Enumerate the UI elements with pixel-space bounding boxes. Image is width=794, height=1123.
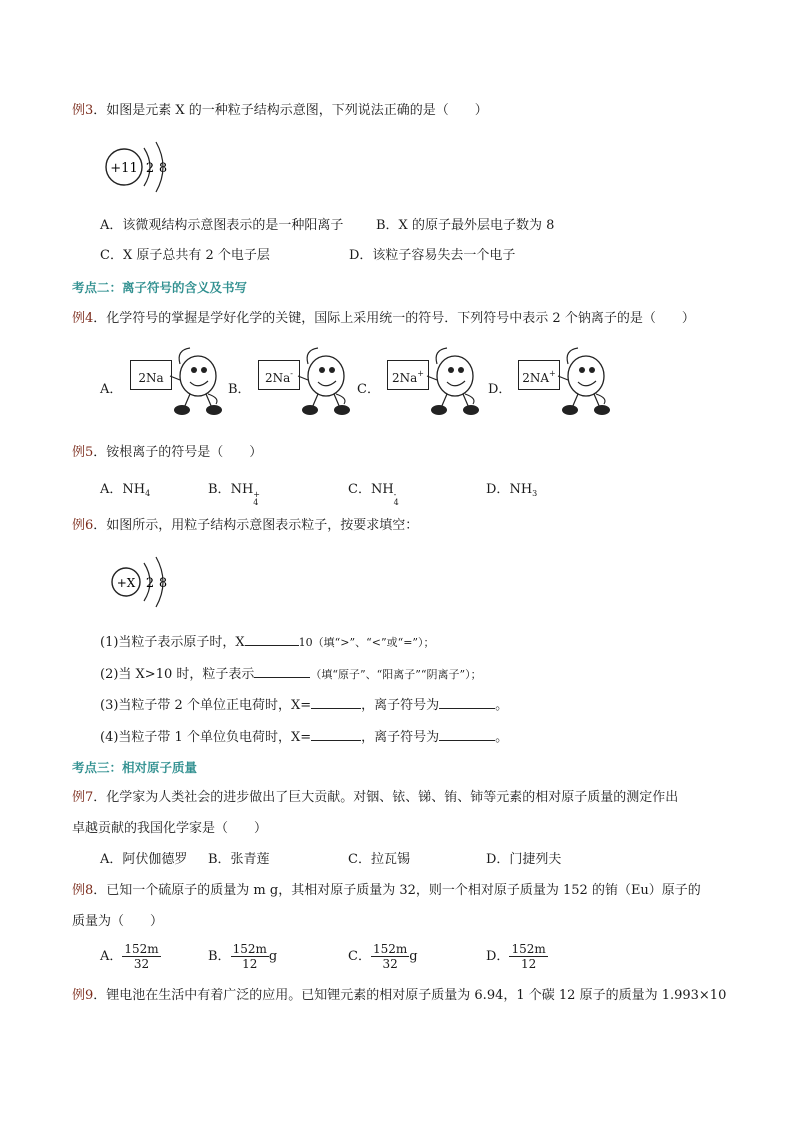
ex8-line-1: 例8．已知一个硫原子的质量为 m g，其相对原子质量为 32，则一个相对原子质量为 152 的铕（Eu）原子的: [72, 883, 701, 898]
ex8-option-a: A． $\frac{152m}{32}$: [100, 942, 159, 971]
ex7-option-d: D．门捷列夫: [486, 852, 562, 867]
ex4-number: 例4: [72, 311, 94, 326]
ex7-line-1: 例7．化学家为人类社会的进步做出了巨大贡献。对铟、铱、锑、铕、铈等元素的相对原子质量的测定作出: [72, 790, 679, 805]
ex3-question-text: ．如图是元素 X 的一种粒子结构示意图，下列说法正确的是（ ）: [93, 103, 488, 118]
cartoon-figure-icon: [168, 346, 226, 418]
ex4-option-letter: B．: [228, 382, 251, 397]
ex3-number: 例3: [72, 103, 94, 118]
ex4-option-letter: A．: [100, 382, 123, 397]
ex7-option-b: B．张青莲: [208, 852, 270, 867]
ex7-option-a: A．阿伏伽德罗: [100, 852, 188, 867]
ex4-sign-card: 2Na-: [258, 360, 300, 390]
ex6-q2: (2)当 X>10 时，粒子表示 （填“原子”、“阳离子”“阴离子”）；: [100, 664, 482, 684]
ex3-option-b: B．X 的原子最外层电子数为 8: [376, 218, 555, 233]
ex6-q1-blank[interactable]: [245, 632, 299, 646]
ex4-option-c: [357, 346, 487, 420]
ex6-nucleus-charge: +X: [116, 576, 136, 590]
ex3-shell-1-count: 2: [145, 161, 155, 176]
ex4-option-d: [488, 346, 618, 420]
ex5-option-b: B．NH + 4: [208, 482, 260, 507]
ex4-question: [72, 310, 695, 328]
ex3-question: [72, 102, 488, 120]
ex6-atom-diagram: [106, 555, 186, 613]
ex4-question-text: ．化学符号的掌握是学好化学的关键，国际上采用统一的符号．下列符号中表示 2 个钠离子的是（ ）: [93, 311, 695, 326]
ex4-sign-card: 2Na+: [387, 360, 429, 390]
ex7-number: 例7: [72, 790, 94, 805]
ex3-option-c: C．X 原子总共有 2 个电子层: [100, 248, 270, 263]
ex5-question-text: ．铵根离子的符号是（ ）: [93, 445, 263, 460]
ex9-line-1: 例9．锂电池在生活中有着广泛的应用。已知锂元素的相对原子质量为 6.94，1 个碳 12 原子的质量为 1.993×10: [72, 988, 727, 1003]
ex5-question: [72, 444, 262, 462]
ex6-q4-symbol-blank[interactable]: [439, 727, 495, 741]
ex5-option-c: C．NH - 4: [348, 482, 399, 507]
ex7-line-2: 卓越贡献的我国化学家是（ ）: [72, 821, 268, 836]
ex8-option-c: C． $\frac{152m}{32}$ g: [348, 942, 418, 971]
section-3-heading: 考点三：相对原子质量: [72, 760, 198, 775]
ex6-q4: (4)当粒子带 1 个单位负电荷时，X= ，离子符号为 。: [100, 727, 508, 747]
ex3-option-a: A．该微观结构示意图表示的是一种阳离子: [100, 218, 344, 233]
cartoon-figure-icon: [296, 346, 354, 418]
ex3-shell-2-count: 8: [158, 161, 168, 176]
ex4-option-letter: C．: [357, 382, 380, 397]
ex6-q3: (3)当粒子带 2 个单位正电荷时，X= ，离子符号为 。: [100, 695, 508, 715]
ex5-option-a: A．$NH_4$: [100, 482, 151, 498]
ex9-number: 例9: [72, 988, 94, 1003]
ex4-sign-card: 2Na: [130, 360, 172, 390]
ex8-line-2: 质量为（ ）: [72, 914, 164, 929]
ex6-question-text: ．如图所示，用粒子结构示意图表示粒子，按要求填空：: [93, 518, 419, 533]
ex8-option-d: D． $\frac{152m}{12}$: [486, 942, 546, 971]
ex8-number: 例8: [72, 883, 94, 898]
ex6-number: 例6: [72, 518, 94, 533]
ex4-option-letter: D．: [488, 382, 512, 397]
ex6-q3-x-blank[interactable]: [311, 695, 361, 709]
cartoon-figure-icon: [425, 346, 483, 418]
ex4-option-a: [100, 346, 230, 420]
section-2-heading: 考点二：离子符号的含义及书写: [72, 280, 248, 295]
ex6-q4-x-blank[interactable]: [311, 727, 361, 741]
ex6-shell-2-count: 8: [158, 576, 168, 591]
ex8-option-b: B． $\frac{152m}{12}$ g: [208, 942, 278, 971]
ex4-option-b: [228, 346, 358, 420]
ex3-option-d: D．该粒子容易失去一个电子: [349, 248, 516, 263]
ex5-option-d: D．$NH_3$: [486, 482, 538, 498]
ex6-q3-symbol-blank[interactable]: [439, 695, 495, 709]
ex7-option-c: C．拉瓦锡: [348, 852, 410, 867]
ex6-shell-1-count: 2: [145, 576, 155, 591]
cartoon-figure-icon: [556, 346, 614, 418]
ex6-q2-blank[interactable]: [254, 664, 310, 678]
ex4-sign-card: 2NA+: [518, 360, 560, 390]
ex6-q1: (1)当粒子表示原子时，X 10（填“>”、“<”或“=”）；: [100, 632, 435, 652]
ex6-question: [72, 517, 418, 535]
ex3-atom-diagram: [100, 140, 190, 198]
ex5-number: 例5: [72, 445, 94, 460]
ex3-nucleus-charge: +11: [110, 161, 138, 176]
